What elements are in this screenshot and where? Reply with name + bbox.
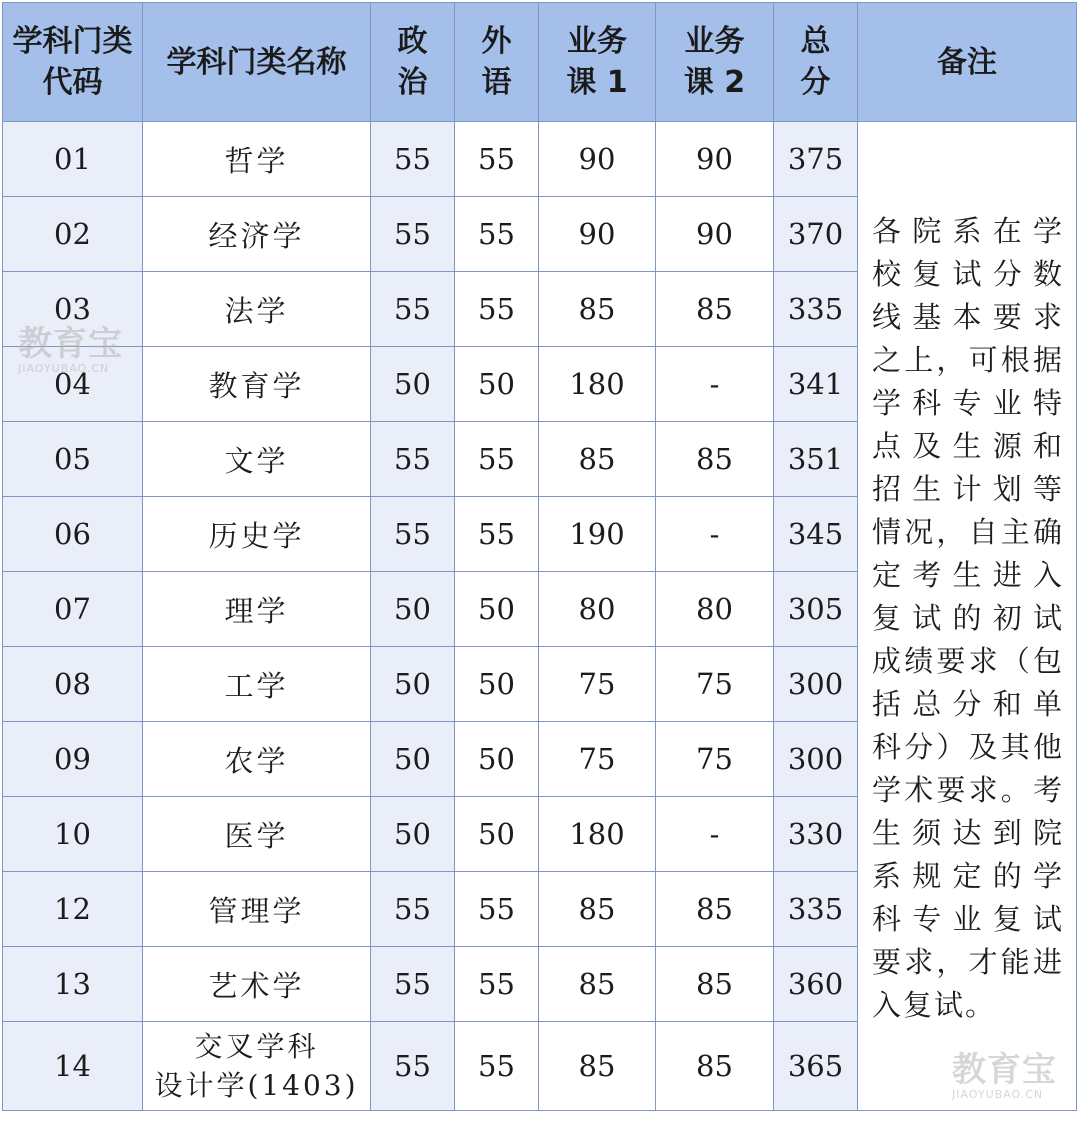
cell-course1: 90	[539, 197, 656, 272]
notes-line: 点及生源和	[872, 429, 1064, 463]
cell-name: 教育学	[143, 347, 371, 422]
table-row	[3, 122, 1077, 197]
cell-name: 法学	[143, 272, 371, 347]
cell-politics: 55	[371, 872, 455, 947]
header-notes: 备注	[858, 3, 1077, 122]
cell-foreign: 50	[455, 797, 539, 872]
cell-foreign: 50	[455, 572, 539, 647]
header-code: 学科门类 代码	[3, 3, 143, 122]
cell-foreign: 55	[455, 497, 539, 572]
notes-line: 系规定的学	[872, 859, 1064, 893]
cell-total: 305	[774, 572, 858, 647]
cell-course1: 85	[539, 872, 656, 947]
cell-course2: 85	[656, 422, 774, 497]
cell-code: 05	[3, 422, 143, 497]
cell-code: 08	[3, 647, 143, 722]
cell-politics: 50	[371, 572, 455, 647]
cell-course2: 75	[656, 722, 774, 797]
header-course2: 业务 课 2	[656, 3, 774, 122]
cell-code: 07	[3, 572, 143, 647]
cell-course1: 180	[539, 797, 656, 872]
cell-course1: 75	[539, 722, 656, 797]
cell-name: 哲学	[143, 122, 371, 197]
cell-name: 医学	[143, 797, 371, 872]
watermark-right: 教育宝 JIAOYUBAO.CN	[952, 1050, 1057, 1101]
cell-code: 10	[3, 797, 143, 872]
cell-politics: 50	[371, 797, 455, 872]
cell-course2: 80	[656, 572, 774, 647]
notes-line: 科专业复试	[872, 902, 1064, 936]
cell-politics: 55	[371, 422, 455, 497]
cell-course2: 75	[656, 647, 774, 722]
cell-name	[143, 1022, 371, 1111]
watermark-left: 教育宝 JIAOYUBAO.CN	[18, 324, 123, 375]
cell-code: 03	[3, 272, 143, 347]
notes-line: 招生计划等	[872, 472, 1064, 506]
cell-course2: 90	[656, 122, 774, 197]
header-politics: 政 治	[371, 3, 455, 122]
cell-code: 13	[3, 947, 143, 1022]
notes-line: 情况，自主确	[872, 515, 1064, 549]
cell-foreign: 55	[455, 197, 539, 272]
cell-course1: 190	[539, 497, 656, 572]
cell-total: 335	[774, 272, 858, 347]
cell-course2: 85	[656, 947, 774, 1022]
cell-politics: 55	[371, 1022, 455, 1111]
cell-course1: 75	[539, 647, 656, 722]
cell-course1: 85	[539, 272, 656, 347]
cell-total: 365	[774, 1022, 858, 1111]
cell-course1: 90	[539, 122, 656, 197]
cell-total: 335	[774, 872, 858, 947]
cell-code: 02	[3, 197, 143, 272]
cell-course2: 85	[656, 1022, 774, 1111]
cell-total: 375	[774, 122, 858, 197]
cell-total: 300	[774, 647, 858, 722]
cell-total: 351	[774, 422, 858, 497]
cell-code: 14	[3, 1022, 143, 1111]
notes-line: 之上，可根据	[872, 343, 1064, 377]
cell-name: 文学	[143, 422, 371, 497]
notes-line: 学科专业特	[872, 386, 1064, 420]
cell-name: 经济学	[143, 197, 371, 272]
cell-foreign: 55	[455, 272, 539, 347]
cell-code: 09	[3, 722, 143, 797]
cell-name: 农学	[143, 722, 371, 797]
cell-politics: 50	[371, 647, 455, 722]
score-table	[2, 2, 1077, 1111]
header-foreign: 外 语	[455, 3, 539, 122]
notes-line: 校复试分数	[872, 257, 1064, 291]
cell-code: 01	[3, 122, 143, 197]
cell-foreign: 50	[455, 722, 539, 797]
cell-politics: 50	[371, 347, 455, 422]
cell-course2: 85	[656, 872, 774, 947]
notes-line: 要求，才能进	[872, 945, 1064, 979]
cell-course1: 80	[539, 572, 656, 647]
cell-politics: 55	[371, 497, 455, 572]
cell-course2: 90	[656, 197, 774, 272]
cell-name-line2: 设计学(1403)	[154, 1069, 359, 1102]
notes-line: 线基本要求	[872, 300, 1064, 334]
cell-total: 341	[774, 347, 858, 422]
cell-course2: -	[656, 497, 774, 572]
cell-name: 历史学	[143, 497, 371, 572]
notes-line: 科分）及其他	[872, 730, 1064, 764]
notes-line: 生须达到院	[872, 816, 1064, 850]
cell-course2: -	[656, 797, 774, 872]
notes-line: 复试的初试	[872, 601, 1064, 635]
cell-total: 345	[774, 497, 858, 572]
header-name: 学科门类名称	[143, 3, 371, 122]
cell-total: 300	[774, 722, 858, 797]
header-total: 总 分	[774, 3, 858, 122]
cell-foreign: 55	[455, 947, 539, 1022]
cell-name: 理学	[143, 572, 371, 647]
cell-foreign: 55	[455, 872, 539, 947]
score-table-container	[2, 2, 1077, 1111]
cell-code: 12	[3, 872, 143, 947]
cell-course2: 85	[656, 272, 774, 347]
notes-line: 括总分和单	[872, 687, 1064, 721]
cell-course1: 180	[539, 347, 656, 422]
notes-line: 定考生进入	[872, 558, 1064, 592]
cell-course2: -	[656, 347, 774, 422]
cell-code: 06	[3, 497, 143, 572]
cell-foreign: 50	[455, 647, 539, 722]
cell-course1: 85	[539, 947, 656, 1022]
notes-cell	[858, 122, 1077, 1111]
notes-line: 成绩要求（包	[872, 644, 1064, 678]
cell-total: 370	[774, 197, 858, 272]
cell-total: 330	[774, 797, 858, 872]
header-row	[3, 3, 1077, 122]
cell-name: 艺术学	[143, 947, 371, 1022]
cell-name-line1: 交叉学科	[194, 1030, 319, 1063]
notes-line: 各院系在学	[872, 214, 1064, 248]
cell-foreign: 55	[455, 1022, 539, 1111]
cell-foreign: 55	[455, 422, 539, 497]
cell-politics: 50	[371, 722, 455, 797]
cell-politics: 55	[371, 272, 455, 347]
notes-line: 入复试。	[872, 988, 997, 1022]
cell-politics: 55	[371, 122, 455, 197]
header-course1: 业务 课 1	[539, 3, 656, 122]
cell-course1: 85	[539, 1022, 656, 1111]
cell-code: 04	[3, 347, 143, 422]
cell-total: 360	[774, 947, 858, 1022]
cell-politics: 55	[371, 197, 455, 272]
cell-name: 管理学	[143, 872, 371, 947]
cell-foreign: 55	[455, 122, 539, 197]
cell-politics: 55	[371, 947, 455, 1022]
notes-line: 学术要求。考	[872, 773, 1064, 807]
cell-foreign: 50	[455, 347, 539, 422]
cell-course1: 85	[539, 422, 656, 497]
cell-name: 工学	[143, 647, 371, 722]
